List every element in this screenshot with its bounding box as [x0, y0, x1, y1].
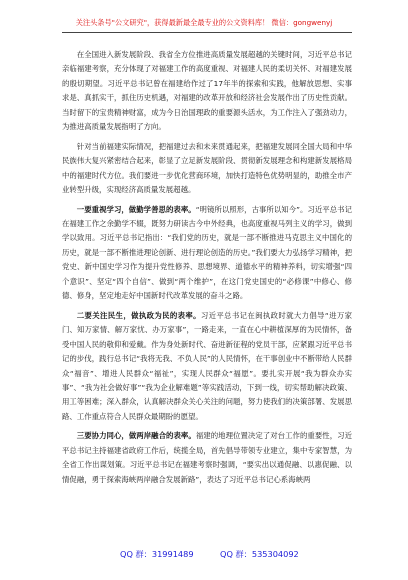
- paragraph-text: 在全国进入新发展阶段、我省全方位推进高质量发展超越的关键时间，习近平总书记亲临福建考察，充分体现了对福建工作的高度重视、对福建人民的柔切关怀、对福建发展的殷切期望。习近平总书记曾在福建给作过了17年半的探索和实践，他解放思想、实事求是、真抓实干，抓住历史机遇，对福建的改革开放和经济社会发展作出了历史性贡献。当时留下的宝贵精神财富，成为今日治国理政的重要源头活水，为工作注入了强劲动力，为推进高质量发展指明了方向。: [62, 50, 352, 132]
- paragraph-text: 习近平总书记在闽执政时就大力倡导“进万家门、知万家情、解万家忧、办万家事”，一路走来，一直在心中耕植深厚的为民情怀，备受中国人民的敬仰和爱戴。作为身处新时代、奋进新征程的党员干部，应紧跟习近平总书记的步伐，践行总书记“我将无我、不负人民”的人民情怀，在干事创业中不断带给人民群众“福音”、增进人民群众“福祉”，实现人民群众“福愿”。要扎实开展“我为群众办实事”、“我为社会做好事”“我为企业解难题”等实践活动，下到一线，切实帮助解决政策、用工等困难；深入群众，认真解决群众关心关注的问题，努力使我们的决策部署、发展思路、工作重点符合人民群众最期盼的愿望。: [62, 310, 352, 421]
- paragraph-lead: 二要关注民生，做执政为民的表率。: [76, 310, 201, 320]
- paragraph-text: 针对当前福建实际情况，把福建过去和未来贯通起来，把福建发展同全国大局和中华民族伟大复兴紧密结合起来，彰显了立足新发展阶段、贯彻新发展理念和构建新发展格局中的福建时代方位。我们要进一步优化营商环境，加快打造特色优势明显的，助推全市产业转型升级，实现经济高质量发展超越。: [62, 141, 352, 195]
- qq-group-2: QQ 群：535304092: [220, 549, 299, 559]
- page-header: [0, 18, 408, 28]
- paragraph: [62, 140, 352, 198]
- header-divider: [62, 32, 352, 33]
- document-body: [62, 48, 352, 487]
- paragraph: [62, 309, 352, 425]
- paragraph: [62, 203, 352, 304]
- qq-group-1: QQ 群：31991489: [120, 549, 194, 559]
- paragraph-text: “明镜所以照形，古事所以知今”。习近平总书记在福建工作之余勤学不辍，既努力研读古今中外经典，也高度重视马列主义的学习，做到学以致用。习近平总书记指出：“我们党的历史，就是一部不断推进马克思主义中国化的历史，就是一部不断推进理论创新、进行理论创造的历史。”我们要大力弘扬学习精神，把党史、新中国史学习作为提升党性修养、思想境界、道德水平的精神养料，切实增强“四个意识”、坚定“四个自信”、做到“两个维护”，在这门党史国史的“必修课”中修心、修德、修身，坚定地走好中国新时代改革发展的奋斗之路。: [62, 204, 352, 301]
- paragraph-text: 福建的地理位置决定了对台工作的重要性，习近平总书记主持福建省政府工作后，统揽全局，首先倡导带领专业建立，集中专家智慧，为全省工作出谋划策。习近平总书记在福建考察时强调，“要实出以通促融、以惠促融、以情促融，勇于探索海峡两岸融合发展新路”，表达了习近平总书记心系海峡两: [62, 431, 352, 484]
- header-promo-text: 关注头条号"公文研究"，获得最新最全最专业的公文资料库！ 微信：gongwenyj: [75, 18, 333, 27]
- page-footer: [0, 548, 408, 562]
- paragraph: [62, 48, 352, 135]
- paragraph-lead: 一要重视学习，做勤学善思的表率。: [76, 204, 196, 214]
- paragraph-lead: 三要协力同心，做两岸融合的表率。: [76, 431, 196, 441]
- paragraph: [62, 429, 352, 487]
